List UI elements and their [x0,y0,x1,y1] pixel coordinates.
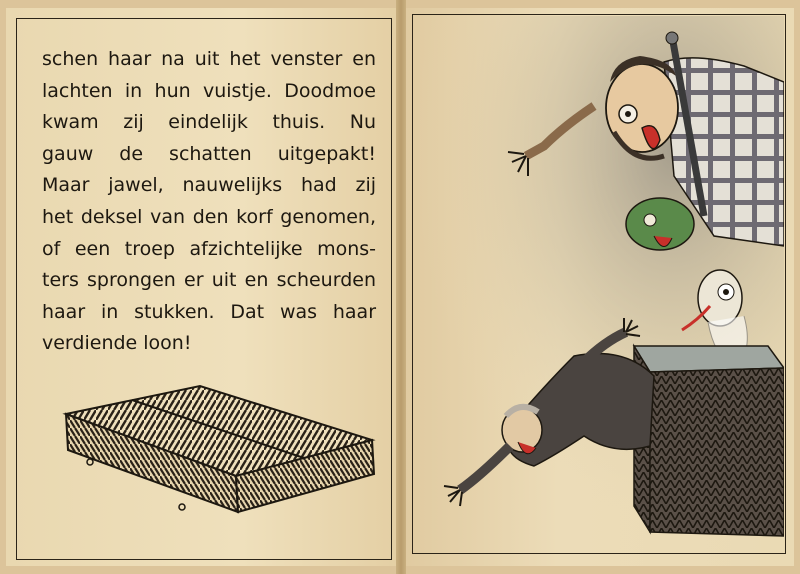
woven-basket-illustration [60,380,380,530]
text-line: ters sprongen er uit en scheurden [42,269,376,292]
text-line: haar in stukken. Dat was haar [42,300,376,323]
text-line: verdiende loon! [42,332,192,355]
story-text [42,44,376,360]
text-line: gauw de schatten uitgepakt! [42,142,376,165]
text-line: lachten in hun vuistje. Doodmoe [42,79,376,102]
text-line: Maar jawel, nauwelijks had zij [42,174,376,197]
monsters-illustration [414,16,784,552]
text-line: schen haar na uit het venster en [42,48,376,70]
book-gutter [396,0,406,574]
text-line: kwam zij eindelijk thuis. Nu [42,111,376,134]
text-line: het deksel van den korf genomen, [42,205,376,228]
text-line: of een troep afzichtelijke mons- [42,237,376,260]
